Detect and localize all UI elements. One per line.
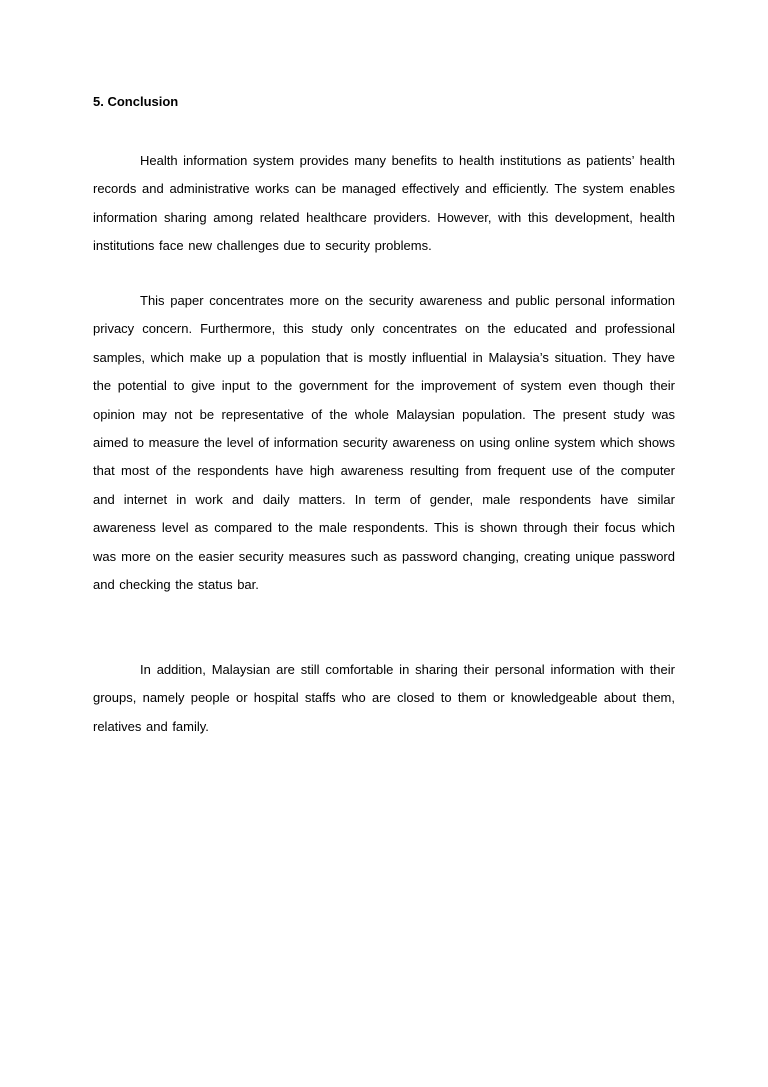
section-heading: 5. Conclusion [93, 94, 179, 109]
paragraph-health-information-system: Health information system provides many benefits to health institutions as patients’ health records and administrative works can be managed effectively and efficiently. The system enables information sharing among related healthcare providers. However, with this development, health institutions face new challenges due to security problems. [93, 153, 675, 254]
paragraph-security-awareness: This paper concentrates more on the security awareness and public personal information privacy concern. Furthermore, this study only concentrates on the educated and professional samples, which make up a population that is mostly influential in Malaysia’s situation. They have the potential to give input to the government for the improvement of system even though their opinion may not be representative of the whole Malaysian population. The present study was aimed to measure the level of information security awareness on using online system which shows that most of the respondents have high awareness resulting from frequent use of the computer and internet in work and daily matters. In term of gender, male respondents have similar awareness level as compared to the male respondents. This is shown through their focus which was more on the easier security measures such as password changing, creating unique password and checking the status bar. [93, 293, 675, 593]
paragraph-information-sharing: In addition, Malaysian are still comfortable in sharing their personal information with their groups, namely people or hospital staffs who are closed to them or knowledgeable about them, relatives and family. [93, 662, 675, 734]
